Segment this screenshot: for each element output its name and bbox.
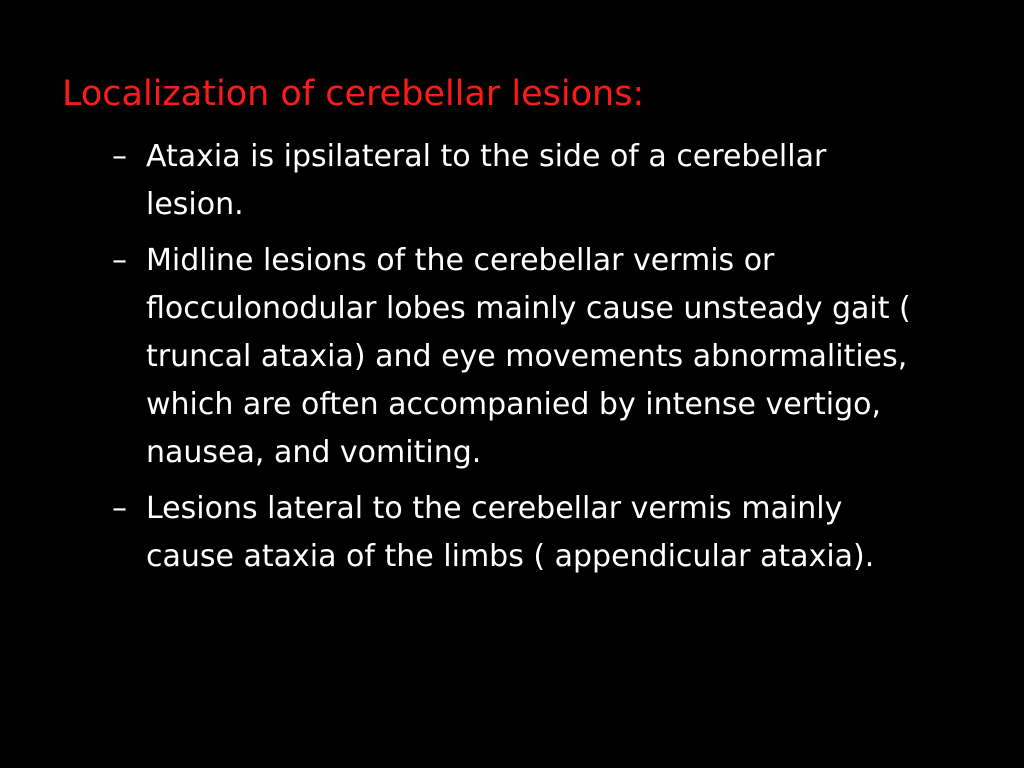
bullet-line: which are often accompanied by intense vertigo, xyxy=(146,387,882,422)
bullet-line: lesion. xyxy=(146,187,244,222)
bullet-line: truncal ataxia) and eye movements abnormalities, xyxy=(146,339,908,374)
bullet-dash: – xyxy=(112,243,127,278)
bullet-text xyxy=(146,237,982,477)
bullet-item xyxy=(112,485,982,581)
bullet-item xyxy=(112,237,982,477)
bullet-line: Lesions lateral to the cerebellar vermis mainly xyxy=(146,491,843,526)
bullet-text xyxy=(146,133,982,229)
bullet-dash: – xyxy=(112,139,127,174)
bullet-item xyxy=(112,133,982,229)
bullet-line: flocculonodular lobes mainly cause unsteady gait ( xyxy=(146,291,911,326)
bullet-text xyxy=(146,485,982,581)
bullet-line: cause ataxia of the limbs ( appendicular ataxia). xyxy=(146,539,875,574)
bullet-list xyxy=(112,133,982,589)
slide-heading: Localization of cerebellar lesions: xyxy=(62,74,645,114)
bullet-dash: – xyxy=(112,491,127,526)
bullet-line: nausea, and vomiting. xyxy=(146,435,482,470)
bullet-line: Midline lesions of the cerebellar vermis or xyxy=(146,243,775,278)
bullet-line: Ataxia is ipsilateral to the side of a cerebellar xyxy=(146,139,827,174)
